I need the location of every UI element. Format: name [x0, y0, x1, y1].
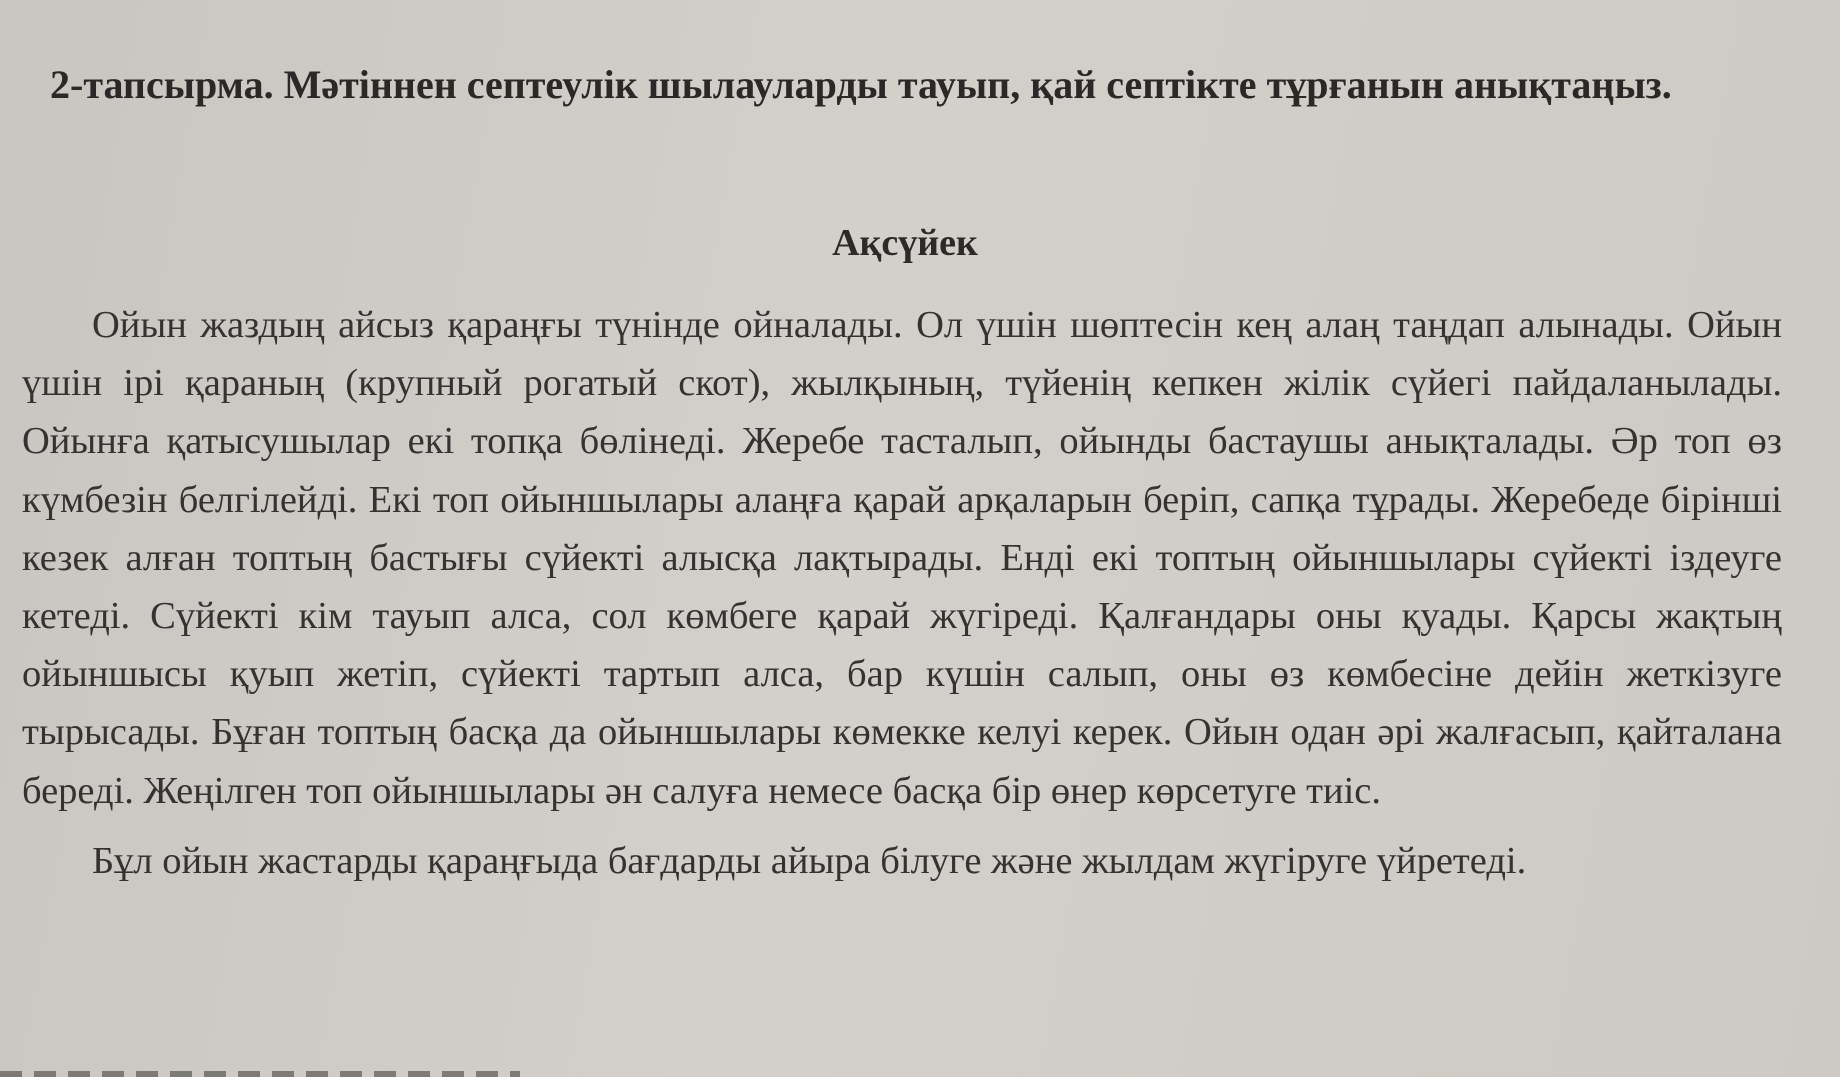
story-title: Ақсүйек — [832, 222, 978, 264]
story-paragraph: Ойын жаздың айсыз қараңғы түнінде ойналады. Ол үшін шөптесін кең алаң таңдап алынады. Ойын үшін ірі қараның (крупный рогатый скот), жылқының, түйенің кепкен жілік сүйегі пайдаланылады. Ойынға қатысушылар екі топқа бөлінеді. Жеребе тасталып, ойынды бастаушы анықталады. Әр топ өз күмбезін белгілейді. Екі топ ойыншылары алаңға қарай арқаларын беріп, сапқа тұрады. Жеребеде бірінші кезек алған топтың бастығы сүйекті алысқа лақтырады. Енді екі топтың ойыншылары сүйекті іздеуге кетеді. Сүйекті кім тауып алса, сол көмбеге қарай жүгіреді. Қалғандары оны қуады. Қарсы жақтың ойыншысы қуып жетіп, сүйекті тартып алса, бар күшін салып, оны өз көмбесіне дейін жеткізуге тырысады. Бұған топтың басқа да ойыншылары көмекке келуі керек. Ойын одан әрі жалғасып, қайталана береді. Жеңілген топ ойыншылары ән салуға немесе басқа бір өнер көрсетуге тиіс. — [22, 304, 1782, 812]
next-task-cutoff — [0, 1069, 600, 1077]
story-body — [22, 296, 1782, 890]
story-paragraph: Бұл ойын жастарды қараңғыда бағдарды айыра білуге және жылдам жүгіруге үйретеді. — [92, 839, 1527, 882]
task-heading: 2-тапсырма. Мәтіннен септеулік шылауларды тауып, қай септікте тұрғанын анықтаңыз. — [50, 62, 1672, 107]
